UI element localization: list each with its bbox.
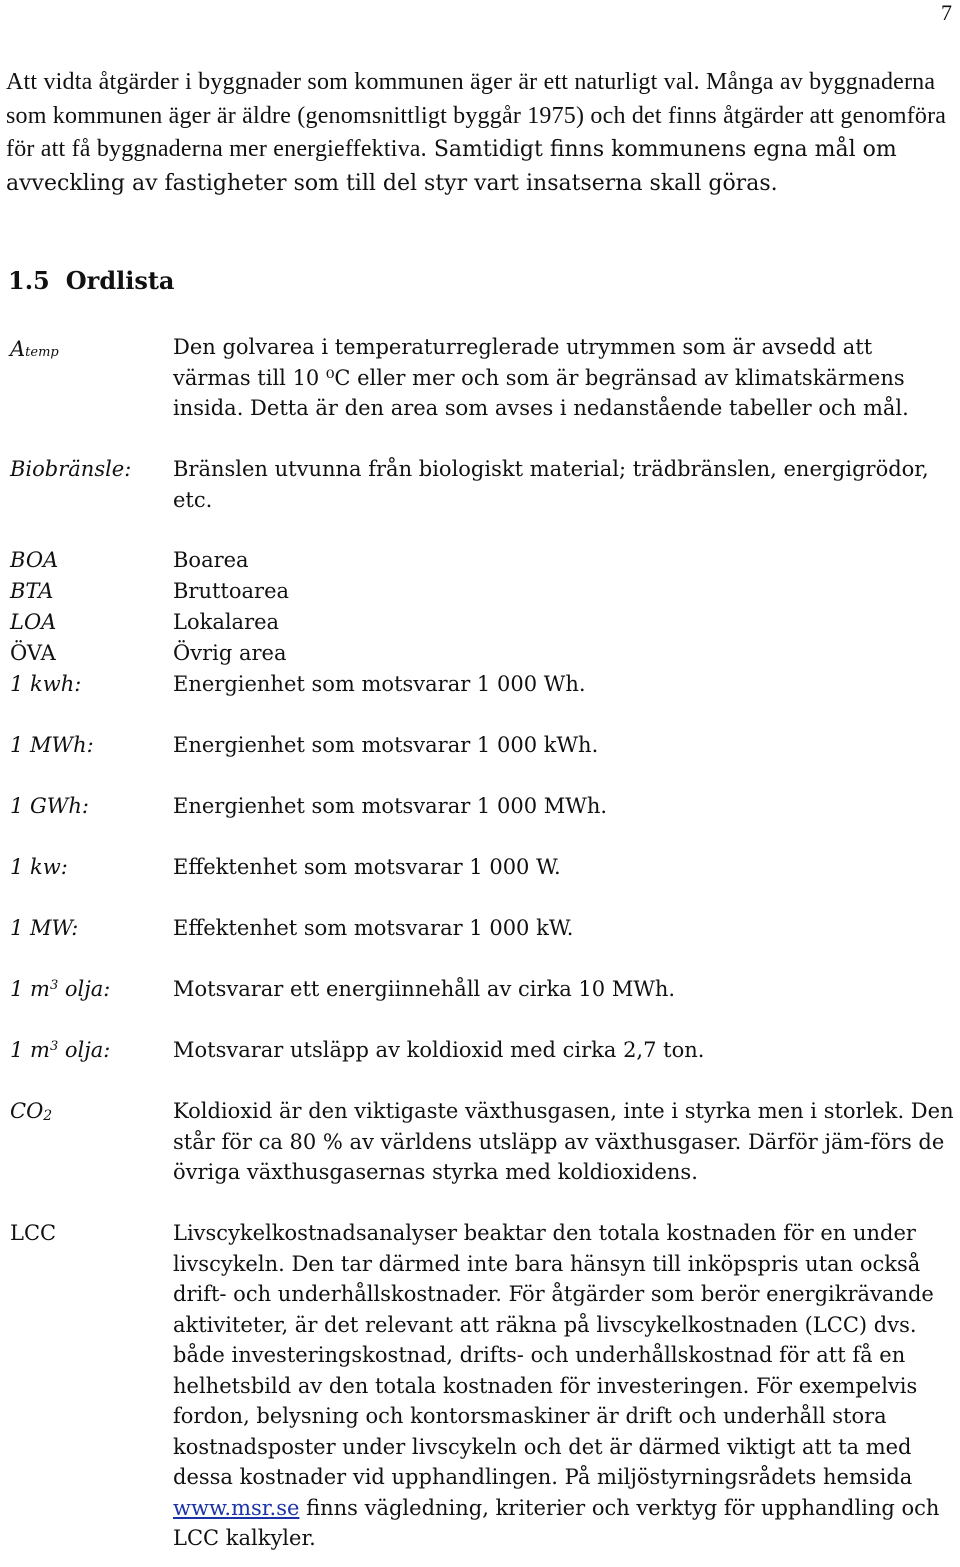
glossary-entry-co2 (10, 1096, 955, 1218)
glossary-term: LCC (10, 1221, 57, 1245)
glossary-entry-boa (10, 545, 955, 576)
glossary-term: 1 $m^3$ olja: (10, 977, 111, 1001)
glossary-definition: Livscykelkostnadsanalyser beaktar den totala kostnaden för en under livscykeln. Den tar därmed inte bara hänsyn till inköpspris utan också drift- och underhållskostnader. För åtgärder som berör energikrävande aktiviteter, är det relevant att räkna på livscykelkostnaden (LCC) dvs. både investeringskostnad, drifts- och underhållskostnad för att få en helhetsbild av den totala kostnaden för investeringen. För exempelvis fordon, belysning och kontorsmaskiner är drift och underhåll stora kostnadsposter under livscykeln och det är därmed viktigt att ta med dessa kostnader vid upphandlingen. På miljöstyrningsrådets hemsida www.msr.se finns vägledning, kriterier och verktyg för upphandling och LCC kalkyler. (173, 1221, 940, 1550)
glossary-entry-kw (10, 852, 955, 913)
glossary-term: 1 kwh: (10, 672, 82, 696)
intro-text-part1: Att vidta åtgärder i byggnader som kommunen äger är ett naturligt val. Många av byggnaderna som kommunen äger är äldre (genomsnittligt byggår 1975) och det finns åtgärder att genomföra för att få byggnaderna mer energieffektiva. (6, 69, 947, 162)
glossary-definition: Bruttoarea (173, 579, 290, 603)
glossary-term: ÖVA (10, 641, 56, 665)
msr-website-link[interactable]: www.msr.se (173, 1495, 300, 1520)
glossary-entry-bta (10, 576, 955, 607)
glossary-definition: Effektenhet som motsvarar 1 000 kW. (173, 916, 574, 940)
section-title: Ordlista (65, 266, 175, 295)
glossary-entry-loa (10, 607, 955, 638)
glossary-term: CO2 (10, 1099, 53, 1124)
glossary-definition: Den golvarea i temperaturreglerade utrymmen som är avsedd att värmas till 10 ⁰C eller mer och som är begränsad av klimatskärmens insida. Detta är den area som avses i nedanstående tabeller och mål. (173, 335, 909, 420)
glossary-definition: Motsvarar ett energiinnehåll av cirka 10 MWh. (173, 977, 676, 1001)
glossary-entry-ova (10, 638, 955, 669)
section-heading (8, 266, 174, 295)
glossary-definition: Koldioxid är den viktigaste växthusgasen, inte i styrka men i storlek. Den står för ca 80 % av världens utsläpp av växthusgaser. Därför jäm-förs de övriga växthusgasernas styrka med koldioxidens. (173, 1099, 954, 1184)
glossary-entry-atemp (10, 332, 955, 454)
section-number: 1.5 (8, 266, 50, 295)
glossary-definition: Boarea (173, 548, 249, 572)
glossary (10, 332, 955, 1554)
glossary-definition: Effektenhet som motsvarar 1 000 W. (173, 855, 561, 879)
glossary-definition: Bränslen utvunna från biologiskt material; trädbränslen, energigrödor, etc. (173, 457, 929, 512)
glossary-term: BOA (10, 548, 59, 572)
glossary-definition: Motsvarar utsläpp av koldioxid med cirka 2,7 ton. (173, 1038, 705, 1062)
glossary-term: Atemp (10, 337, 59, 361)
glossary-term: LOA (10, 610, 57, 634)
glossary-entry-mw (10, 913, 955, 974)
glossary-entry-mwh (10, 730, 955, 791)
glossary-definition: Övrig area (173, 641, 287, 665)
glossary-definition: Energienhet som motsvarar 1 000 MWh. (173, 794, 608, 818)
glossary-term: BTA (10, 579, 54, 603)
glossary-entry-olja-energy (10, 974, 955, 1035)
intro-text-part2: Samtidigt finns kommunens egna mål om avveckling av fastigheter som till del styr vart insatserna skall göras. (6, 137, 897, 196)
glossary-entry-biobransle (10, 454, 955, 545)
glossary-term: 1 $m^3$ olja: (10, 1038, 111, 1062)
glossary-definition: Energienhet som motsvarar 1 000 Wh. (173, 672, 586, 696)
glossary-entry-gwh (10, 791, 955, 852)
glossary-term: 1 kw: (10, 855, 68, 879)
glossary-definition: Energienhet som motsvarar 1 000 kWh. (173, 733, 599, 757)
glossary-term: 1 MWh: (10, 733, 94, 757)
intro-paragraph (6, 66, 956, 200)
glossary-entry-olja-emission (10, 1035, 955, 1096)
glossary-entry-lcc (10, 1218, 955, 1554)
glossary-term: 1 GWh: (10, 794, 89, 818)
glossary-entry-kwh (10, 669, 955, 730)
page-number: 7 (941, 0, 952, 25)
glossary-term: Biobränsle: (10, 457, 132, 481)
glossary-term: 1 MW: (10, 916, 79, 940)
glossary-definition: Lokalarea (173, 610, 280, 634)
